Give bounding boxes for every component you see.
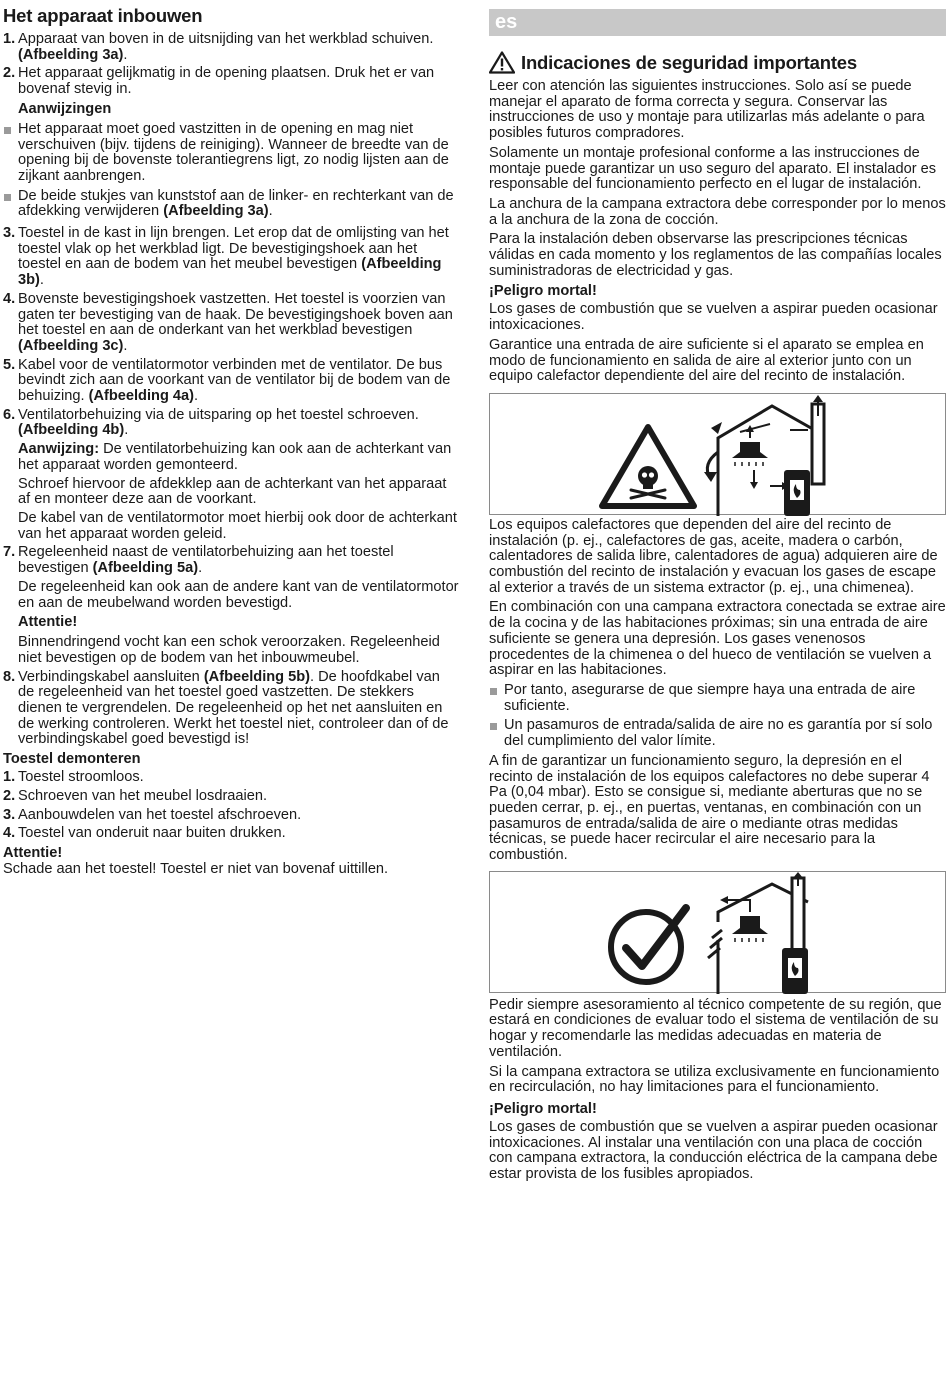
paragraph: Los gases de combustión que se vuelven a aspirar pueden ocasionar intoxicaciones. bbox=[489, 301, 938, 334]
list-item: Un pasamuros de entrada/salida de aire no es garantía por sí solo del cumplimiento del valor límite. bbox=[489, 718, 946, 749]
stove-icon bbox=[784, 470, 810, 516]
paragraph: A fin de garantizar un funcionamiento seguro, la depresión en el recinto de instalación de los equipos calefactores no debe superar 4 Pa (0,04 mbar). Esto se consigue si, mediante aberturas que no se pueden cerrar, p. ej., en puertas, ventanas, en combinación con un pasamuros de entrada/salida de aire o mediante otras medidas técnicas, se puede hacer recircular el aire necesario para la combustión. bbox=[489, 752, 930, 864]
language-bar: es bbox=[489, 9, 946, 36]
step: 1. Apparaat van boven in de uitsnijding van het werkblad schuiven. (Afbeelding 3a). bbox=[3, 31, 434, 63]
notes-block bbox=[3, 101, 459, 118]
attention-title: Attentie! bbox=[3, 844, 63, 861]
safety-heading bbox=[489, 51, 946, 74]
right-column bbox=[489, 0, 946, 1187]
attention-title: Attentie! bbox=[18, 614, 78, 631]
paragraph: Los gases de combustión que se vuelven a aspirar pueden ocasionar intoxicaciones. Al instalar una ventilación con una placa de cocción con campana extractora, la conducción eléctrica de la campana debe estar provista de los fusibles apropiados. bbox=[489, 1118, 938, 1183]
step: 2. Het apparaat gelijkmatig in de opening plaatsen. Druk het er van bovenaf stevig in. bbox=[3, 65, 435, 98]
step: 7. Regeleenheid naast de ventilatorbehuizing aan het toestel bevestigen (Afbeelding 5a). bbox=[3, 544, 394, 577]
notes-list bbox=[3, 122, 459, 220]
step: 5. Kabel voor de ventilatormotor verbinden met de ventilator. De bus bevindt zich aan de voorkant van de ventilator bij de bodem van de behuizing. (Afbeelding 4a). bbox=[3, 356, 451, 405]
safe-diagram bbox=[490, 872, 945, 994]
danger-title: ¡Peligro mortal! bbox=[489, 1100, 597, 1117]
step: 3. Toestel in de kast in lijn brengen. Let erop dat de omlijsting van het toestel vlak op het werkblad ligt. De bevestigingshoek aan het toestel en aan de bodem van het meubel bevestigen (Afbeelding 3b). bbox=[3, 225, 449, 289]
notes-title: Aanwijzingen bbox=[18, 100, 112, 117]
safe-ventilation-illustration bbox=[489, 871, 946, 993]
danger-diagram bbox=[490, 394, 945, 516]
paragraph: Solamente un montaje profesional conforme a las instrucciones de montaje puede garantizar un uso seguro del aparato. El instalador es responsable del funcionamiento perfecto en el lugar de instalación. bbox=[489, 144, 937, 193]
attention-text: Schade aan het toestel! Toestel er niet van bovenaf uittillen. bbox=[3, 860, 389, 877]
step: 4. Bovenste bevestigingshoek vastzetten. Het toestel is voorzien van gaten ter bevestiging van de haak. De bevestigingshoek boven aan het toestel en aan de onderkant van het werkblad bevestigen (Afbeelding 3c). bbox=[3, 290, 453, 354]
step: 8. Verbindingskabel aansluiten (Afbeelding 5b). De hoofdkabel van de regeleenheid van het toestel goed vastzetten. De stekkers dienen te vergrendelen. De regeleenheid op het net aansluiten en de werking controleren. Werkt het toestel niet, controleer dan of de verbindingskabel goed bevestigd is! bbox=[3, 668, 449, 748]
paragraph: En combinación con una campana extractora conectada se extrae aire de la cocina y de las habitaciones próximas; sin una entrada de aire suficiente se genera una depresión. Los gases venenosos procedentes de la chimenea o del hueco de ventilación se vuelven a aspirar en las habitaciones. bbox=[489, 599, 946, 679]
section-title-inbouwen: Het apparaat inbouwen bbox=[3, 5, 203, 26]
skull-warning-icon bbox=[602, 427, 694, 506]
step: 1. Toestel stroomloos. bbox=[3, 769, 144, 786]
poison-gas-illustration bbox=[489, 393, 946, 515]
paragraph: Leer con atención las siguientes instrucciones. Solo así se puede manejar el aparato de forma correcta y segura. Conservar las instrucciones de uso y montaje para utilizarlas más adelante o para posibles futuros compradores. bbox=[489, 78, 925, 142]
list-item: De beide stukjes van kunststof aan de linker- en rechterkant van de afdekking verwijderen (Afbeelding 3a). bbox=[3, 189, 459, 220]
safety-title: Indicaciones de seguridad importantes bbox=[521, 51, 857, 73]
left-column bbox=[3, 0, 459, 881]
list-item: Het apparaat moet goed vastzitten in de opening en mag niet verschuiven (bijv. tijdens de reiniging). Wanneer de breedte van de opening bij de bovenste tolerantiegrens ligt, zo nodig lijsten aan de zijkant aanbrengen. bbox=[3, 122, 459, 185]
step: 6. Ventilatorbehuizing via de uitsparing op het toestel schroeven. (Afbeelding 4b). bbox=[3, 406, 419, 439]
paragraph: Garantice una entrada de aire suficiente si el aparato se emplea en modo de funcionamiento en salida de aire al exterior junto con un equipo calefactor dependiente del aire del recinto de instalación. bbox=[489, 336, 924, 385]
step6-note: Aanwijzing: De ventilatorbehuizing kan ook aan de achterkant van het apparaat worden gemonteerd. Schroef hiervoor de afdekklep aan de achterkant van het apparaat af en monteer deze aan de voorkant. De kabel van de ventilatormotor moet hierbij ook door de achterkant van het apparaat worden geleid. bbox=[18, 441, 457, 542]
paragraph: Pedir siempre asesoramiento al técnico competente de su región, que estará en condiciones de evaluar todo el sistema de ventilación de su hogar y recomendarle las medidas adecuadas en materia de ventilación. bbox=[489, 996, 942, 1060]
check-circle-icon bbox=[611, 908, 686, 982]
paragraph: La anchura de la campana extractora debe corresponder por lo menos a la anchura de la zona de cocción. bbox=[489, 195, 946, 228]
paragraph: Los equipos calefactores que dependen del aire del recinto de instalación (p. ej., calefactores de gas, aceite, madera o carbón, calentadores de salida libre, calentadores de agua) adquieren aire de combustión del recinto de instalación y evacuan los gases de escape al exterior a través de un sistema extractor (p. ej., una chimenea). bbox=[489, 516, 938, 596]
section-title-demonteren: Toestel demonteren bbox=[3, 751, 141, 768]
danger-title: ¡Peligro mortal! bbox=[489, 283, 597, 300]
step: 2. Schroeven van het meubel losdraaien. bbox=[3, 787, 268, 804]
step: 3. Aanbouwdelen van het toestel afschroeven. bbox=[3, 806, 302, 823]
stove-icon bbox=[782, 948, 808, 994]
step7-extra: De regeleenheid kan ook aan de andere kant van de ventilatormotor en aan de meubelwand worden bevestigd. Attentie! Binnendringend vocht kan een schok veroorzaken. Regeleenheid niet bevestigen op de bodem van het inbouwmeubel. bbox=[18, 578, 459, 666]
step: 4. Toestel van onderuit naar buiten drukken. bbox=[3, 825, 286, 842]
bullet-list bbox=[489, 683, 946, 750]
warning-triangle-icon bbox=[489, 51, 515, 74]
paragraph: Para la instalación deben observarse las prescripciones técnicas válidas en cada momento y los reglamentos de las compañías locales suministradoras de electricidad y gas. bbox=[489, 231, 942, 279]
list-item: Por tanto, asegurarse de que siempre haya una entrada de aire suficiente. bbox=[489, 683, 946, 714]
paragraph: Si la campana extractora se utiliza exclusivamente en funcionamiento en recirculación, no hay limitaciones para el funcionamiento. bbox=[489, 1063, 940, 1096]
